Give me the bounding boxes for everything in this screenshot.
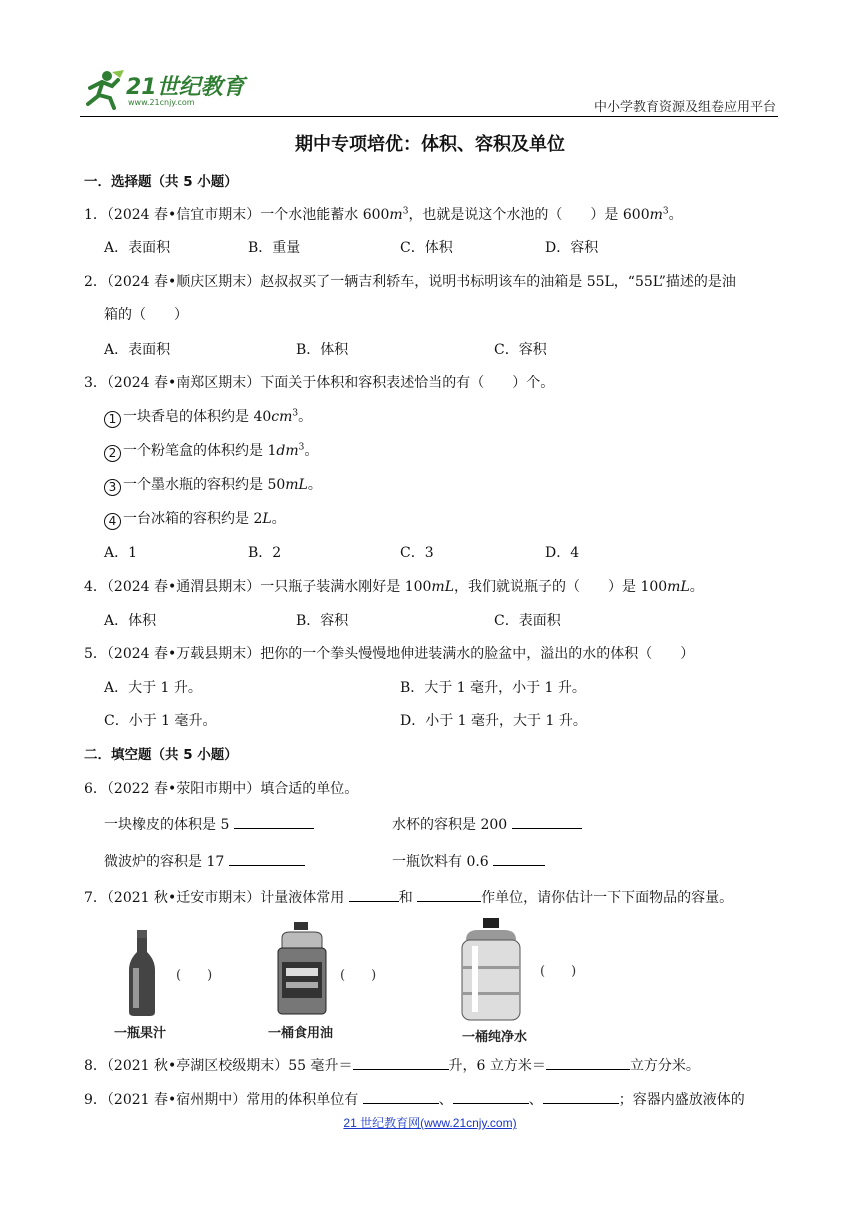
question-1: 1．（2024 春•信宜市期末）一个水池能蓄水 $600m^3$，也就是说这个水池的（ ）是 $600m^3$。 <box>84 206 683 223</box>
q9-blank-3[interactable] <box>543 1090 619 1104</box>
circle-number-2: 2 <box>104 445 121 462</box>
q2-option-c[interactable]: C．容积 <box>494 342 547 358</box>
q9-blank-2[interactable] <box>453 1090 529 1104</box>
q7-product-images <box>100 918 620 1046</box>
q6-blank-1[interactable] <box>234 815 314 829</box>
question-6: 6．（2022 春•荥阳市期中）填合适的单位。 <box>84 781 359 797</box>
q3-option-c[interactable]: C．3 <box>400 545 434 561</box>
question-7: 7．（2021 秋•迁安市期末）计量液体常用 和 作单位，请你估计一下下面物品的容量。 <box>84 890 734 906</box>
section-heading-choice: 一．选择题（共 5 小题） <box>84 174 238 190</box>
circle-number-1: 1 <box>104 411 121 428</box>
caption-water: 一桶纯净水 <box>462 1030 528 1045</box>
question-2-line-2: 箱的（ ） <box>104 307 188 323</box>
q9-blank-1[interactable] <box>363 1090 439 1104</box>
q6-fill-1: 一块橡皮的体积是 5 <box>104 815 314 835</box>
q2-option-b[interactable]: B．体积 <box>296 342 349 358</box>
oil-jug-icon <box>272 922 332 1018</box>
q6-fill-3: 微波炉的容积是 17 <box>104 852 305 872</box>
q5-option-a[interactable]: A．大于 1 升。 <box>104 680 202 696</box>
header-divider <box>80 116 778 117</box>
question-3: 3．（2024 春•南郑区期末）下面关于体积和容积表述恰当的有（ ）个。 <box>84 375 555 391</box>
q1-option-c[interactable]: C．体积 <box>400 240 453 256</box>
q6-blank-4[interactable] <box>493 852 545 866</box>
q6-blank-2[interactable] <box>512 815 582 829</box>
circle-number-3: 3 <box>104 479 121 496</box>
q3-statement-4: 4 一台冰箱的容积约是 2L。 <box>104 509 286 530</box>
q7-blank-1[interactable] <box>349 888 399 902</box>
logo-text: 21世纪教育 <box>126 75 245 100</box>
q4-option-a[interactable]: A．体积 <box>104 613 157 629</box>
question-2-line-1: 2．（2024 春•顺庆区期末）赵叔叔买了一辆吉利轿车，说明书标明该车的油箱是 55L，“55L”描述的是油 <box>84 274 736 290</box>
q4-option-c[interactable]: C．表面积 <box>494 613 561 629</box>
q8-blank-2[interactable] <box>546 1056 630 1070</box>
q7-answer-3[interactable]: ( ) <box>540 964 577 979</box>
q6-fill-4: 一瓶饮料有 0.6 <box>392 852 545 872</box>
question-5: 5．（2024 春•万载县期末）把你的一个拳头慢慢地伸进装满水的脸盆中，溢出的水的体积（ ） <box>84 646 695 662</box>
q2-option-a[interactable]: A．表面积 <box>104 342 171 358</box>
q1-unit-2: m <box>649 207 663 223</box>
page-header <box>80 62 778 118</box>
q7-answer-2[interactable]: ( ) <box>340 968 377 983</box>
page-title: 期中专项培优：体积、容积及单位 <box>295 134 565 155</box>
q1-text-pre: 1．（2024 春•信宜市期末）一个水池能蓄水 600 <box>84 207 390 223</box>
q1-option-d[interactable]: D．容积 <box>545 240 599 256</box>
question-9: 9．（2021 春•宿州期中）常用的体积单位有 、 、 ；容器内盛放液体的 <box>84 1092 745 1108</box>
q1-text-end: 。 <box>668 207 683 223</box>
header-platform-text: 中小学教育资源及组卷应用平台 <box>593 100 776 115</box>
q1-unit-1: m <box>389 207 403 223</box>
q8-blank-1[interactable] <box>353 1056 449 1070</box>
q1-option-a[interactable]: A．表面积 <box>104 240 171 256</box>
question-8: 8．（2021 秋•亭湖区校级期末）55 毫升＝ 升，6 立方米＝ 立方分米。 <box>84 1058 700 1074</box>
q3-option-d[interactable]: D．4 <box>545 545 580 561</box>
circle-number-4: 4 <box>104 513 121 530</box>
q7-blank-2[interactable] <box>417 888 481 902</box>
q7-answer-1[interactable]: ( ) <box>176 968 213 983</box>
juice-bottle-icon <box>124 930 160 1016</box>
q4-option-b[interactable]: B．容积 <box>296 613 349 629</box>
footer-link[interactable]: 21 世纪教育网(www.21cnjy.com) <box>343 1116 517 1130</box>
q5-option-c[interactable]: C．小于 1 毫升。 <box>104 713 217 729</box>
section-heading-fill: 二．填空题（共 5 小题） <box>84 747 238 763</box>
q3-statement-2: 2 一个粉笔盒的体积约是 $1dm^3$。 <box>104 441 318 462</box>
q1-text-mid: ，也就是说这个水池的（ ）是 600 <box>408 207 650 223</box>
q3-statement-1: 1 一块香皂的体积约是 $40cm^3$。 <box>104 407 312 428</box>
runner-logo-icon <box>80 68 126 112</box>
caption-juice: 一瓶果汁 <box>114 1026 167 1041</box>
logo-url: www.21cnjy.com <box>128 98 195 107</box>
q1-option-b[interactable]: B．重量 <box>248 240 301 256</box>
q6-blank-3[interactable] <box>229 852 305 866</box>
site-logo <box>80 68 250 112</box>
caption-oil: 一桶食用油 <box>268 1026 334 1041</box>
q6-fill-2: 水杯的容积是 200 <box>392 815 582 835</box>
q3-option-b[interactable]: B．2 <box>248 545 282 561</box>
q3-option-a[interactable]: A．1 <box>104 545 138 561</box>
question-4: 4．（2024 春•通渭县期末）一只瓶子装满水刚好是 100mL，我们就说瓶子的（ ）是 100mL。 <box>84 579 704 595</box>
q3-statement-3: 3 一个墨水瓶的容积约是 50mL。 <box>104 475 322 496</box>
q5-option-b[interactable]: B．大于 1 毫升，小于 1 升。 <box>400 680 586 696</box>
water-jug-icon <box>458 918 524 1024</box>
q5-option-d[interactable]: D．小于 1 毫升，大于 1 升。 <box>400 713 587 729</box>
